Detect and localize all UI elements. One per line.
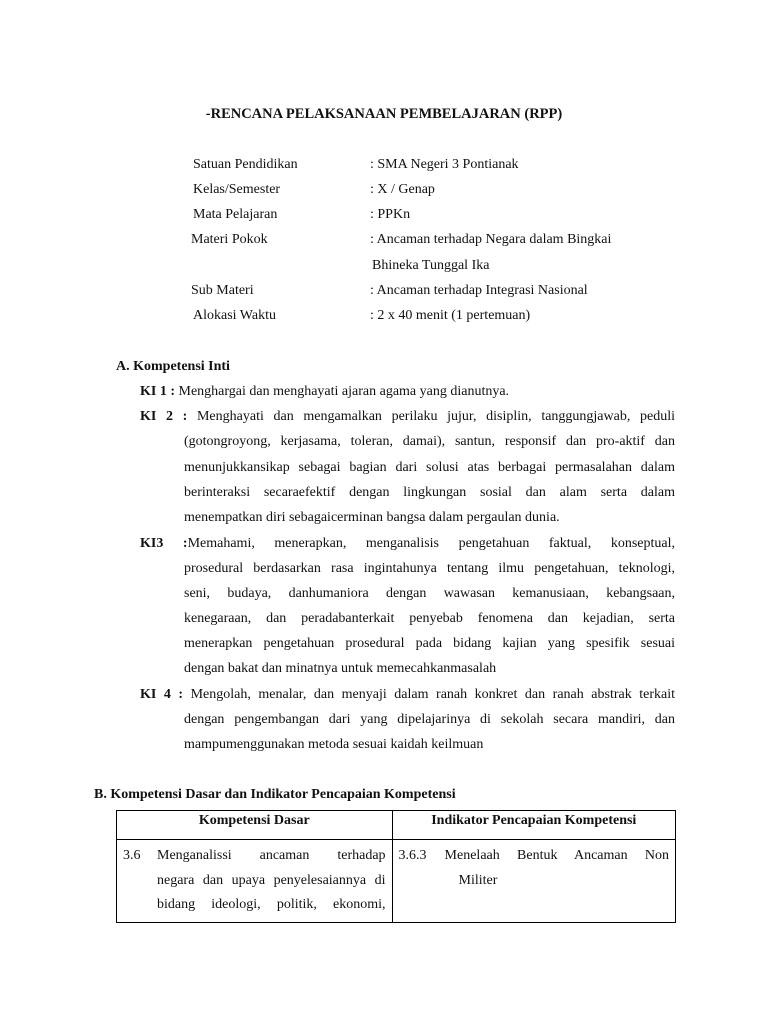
ki4-first-line bbox=[140, 687, 675, 703]
ki3-label: KI3 : bbox=[140, 536, 188, 551]
ki3-first: Memahami, menerapkan, menganalisis pengetahuan faktual, konseptual, bbox=[187, 536, 675, 551]
col-header-ipk: Indikator Pencapaian Kompetensi bbox=[392, 811, 675, 840]
ki2-line: (gotongroyong, kerjasama, toleran, damai), santun, responsif dan pro-aktif dan bbox=[184, 434, 675, 449]
info-value-kelas: : X / Genap bbox=[370, 182, 435, 197]
ki1-label: KI 1 : bbox=[140, 384, 175, 399]
section-a-heading: A. Kompetensi Inti bbox=[116, 359, 230, 374]
info-value-materi: : Ancaman terhadap Negara dalam Bingkai bbox=[370, 232, 612, 247]
kd-table bbox=[116, 810, 676, 923]
document-title: -RENCANA PELAKSANAAN PEMBELAJARAN (RPP) bbox=[205, 106, 563, 122]
kd-text-line: Menganalissi ancaman terhadap bbox=[157, 848, 386, 863]
info-label-materi: Materi Pokok bbox=[191, 232, 268, 247]
info-value-satuan: : SMA Negeri 3 Pontianak bbox=[370, 157, 519, 172]
ki4-first: Mengolah, menalar, dan menyaji dalam ranah konkret dan ranah abstrak terkait bbox=[183, 687, 676, 702]
ki4-label: KI 4 : bbox=[140, 687, 184, 702]
ki2-first: Menghayati dan mengamalkan perilaku jujur, disiplin, tanggungjawab, peduli bbox=[187, 409, 676, 424]
ki2-label: KI 2 : bbox=[140, 409, 188, 424]
kd-cell bbox=[117, 840, 393, 923]
ki3-line: kenegaraan, dan peradabanterkait penyebab fenomena dan kejadian, serta bbox=[184, 611, 675, 626]
ki2-line: berinteraksi secaraefektif dengan lingkungan sosial dan alam serta dalam bbox=[184, 485, 675, 500]
ki1-text: Menghargai dan menghayati ajaran agama yang dianutnya. bbox=[175, 384, 510, 399]
info-label-mapel: Mata Pelajaran bbox=[193, 207, 278, 222]
ipk-text-line: Menelaah Bentuk Ancaman Non bbox=[444, 848, 669, 863]
ki1-line bbox=[140, 384, 509, 400]
ki3-line: dengan bakat dan minatnya untuk memecahkanmasalah bbox=[184, 661, 497, 676]
ki3-first-line bbox=[140, 536, 675, 552]
ki2-first-line bbox=[140, 409, 675, 425]
info-value-submateri: : Ancaman terhadap Integrasi Nasional bbox=[370, 283, 588, 298]
kd-text-line: negara dan upaya penyelesaiannya di bbox=[157, 872, 386, 888]
ki3-line: seni, budaya, danhumaniora dengan wawasan kemanusiaan, kebangsaan, bbox=[184, 586, 675, 601]
section-b-heading: B. Kompetensi Dasar dan Indikator Pencapaian Kompetensi bbox=[94, 787, 456, 802]
info-label-submateri: Sub Materi bbox=[191, 283, 254, 298]
info-value-alokasi: : 2 x 40 menit (1 pertemuan) bbox=[370, 308, 531, 323]
ipk-text-line: Militer bbox=[458, 872, 498, 888]
table-row bbox=[117, 840, 676, 923]
col-header-kd: Kompetensi Dasar bbox=[117, 811, 393, 840]
info-label-alokasi: Alokasi Waktu bbox=[193, 308, 276, 323]
ki2-line: menunjukkansikap sebagai bagian dari solusi atas berbagai permasalahan dalam bbox=[184, 460, 675, 475]
info-value-mapel: : PPKn bbox=[370, 207, 411, 222]
table-header-row bbox=[117, 811, 676, 840]
ki3-line: prosedural berdasarkan rasa ingintahunya tentang ilmu pengetahuan, teknologi, bbox=[184, 561, 675, 576]
ki4-line: mampumenggunakan metoda sesuai kaidah keilmuan bbox=[184, 737, 484, 752]
ipk-cell bbox=[392, 840, 675, 923]
info-label-kelas: Kelas/Semester bbox=[193, 182, 281, 197]
info-label-satuan: Satuan Pendidikan bbox=[193, 157, 298, 172]
kd-text-line: bidang ideologi, politik, ekonomi, bbox=[157, 897, 386, 912]
ki3-line: menerapkan pengetahuan prosedural pada bidang kajian yang spesifik sesuai bbox=[184, 636, 675, 651]
info-value-materi-cont: Bhineka Tunggal Ika bbox=[372, 258, 490, 273]
kd-number: 3.6 bbox=[123, 848, 141, 863]
ipk-number: 3.6.3 bbox=[398, 848, 427, 863]
ki4-line: dengan pengembangan dari yang dipelajarinya di sekolah secara mandiri, dan bbox=[184, 712, 675, 727]
ki2-line: menempatkan diri sebagaicerminan bangsa dalam pergaulan dunia. bbox=[184, 510, 560, 525]
